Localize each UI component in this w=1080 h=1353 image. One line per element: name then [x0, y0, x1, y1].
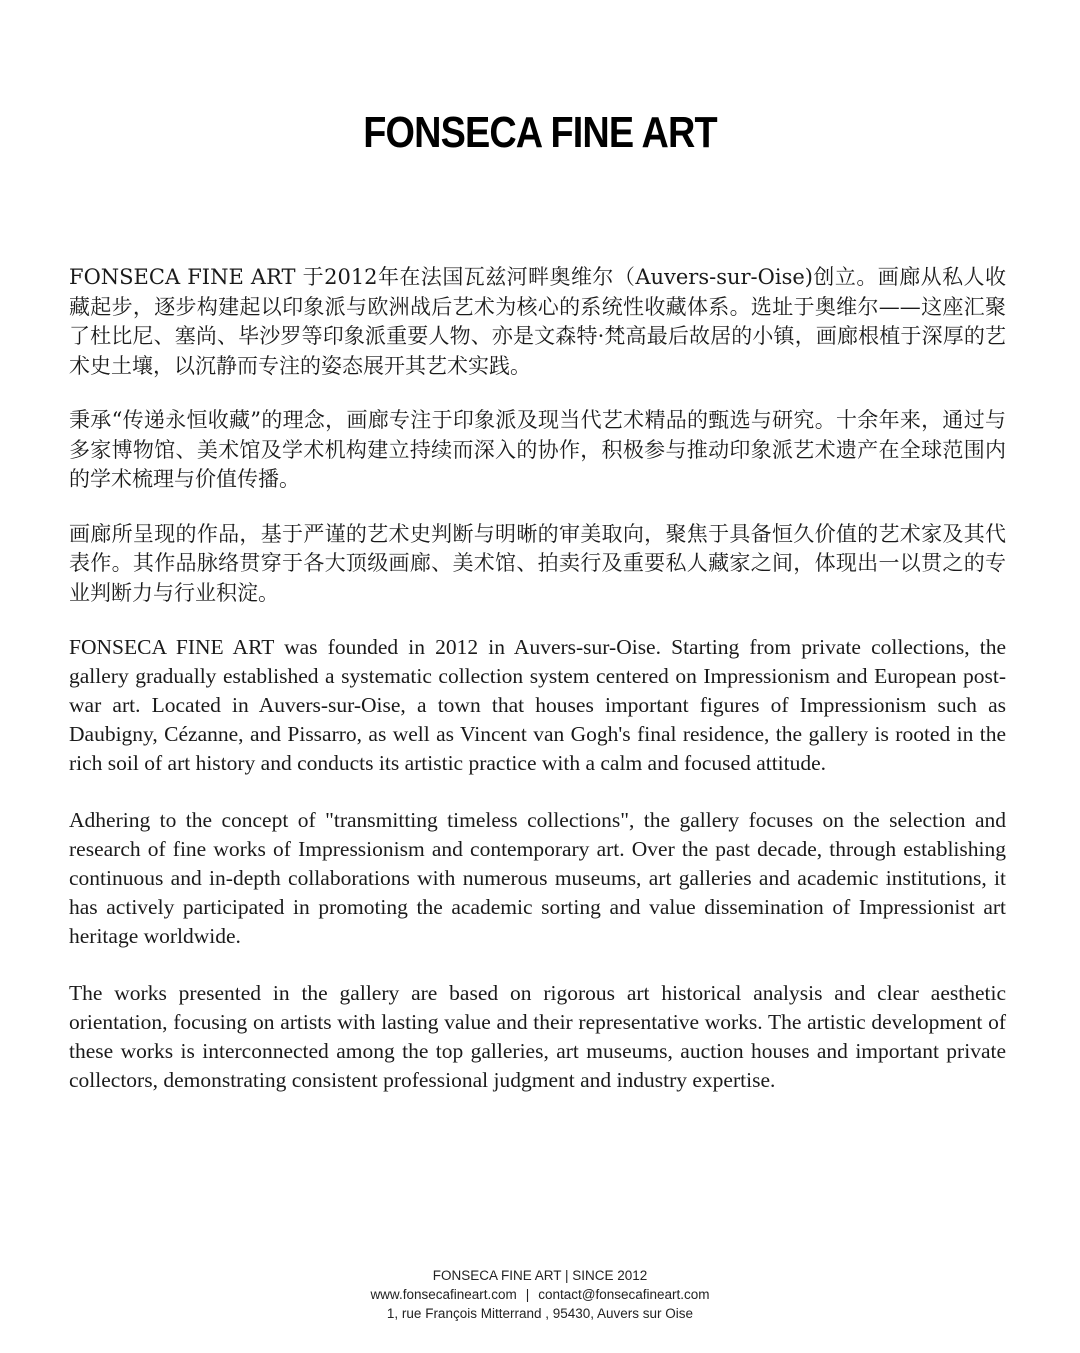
page-footer [0, 1266, 1080, 1323]
paragraph-en-intro: FONSECA FINE ART was founded in 2012 in Auvers-sur-Oise. Starting from private collections, the gallery gradually established a systematic collection system centered on Impressionism and European post-war art. Located in Auvers-sur-Oise, a town that houses important figures of Impressionism such as Daubigny, Cézanne, and Pissarro, as well as Vincent van Gogh's final residence, the gallery is rooted in the rich soil of art history and conducts its artistic practice with a calm and focused attitude. [69, 635, 1006, 775]
paragraph-zh-intro: FONSECA FINE ART 于2012年在法国瓦兹河畔奥维尔（Auvers-sur-Oise)创立。画廊从私人收藏起步，逐步构建起以印象派与欧洲战后艺术为核心的系统性收藏体系。选址于奥维尔——这座汇聚了杜比尼、塞尚、毕沙罗等印象派重要人物、亦是文森特·梵高最后故居的小镇，画廊根植于深厚的艺术史土壤，以沉静而专注的姿态展开其艺术实践。 [69, 265, 1006, 378]
paragraph-zh-mission: 秉承“传递永恒收藏”的理念，画廊专注于印象派及现当代艺术精品的甄选与研究。十余年来，通过与多家博物馆、美术馆及学术机构建立持续而深入的协作，积极参与推动印象派艺术遗产在全球范围内的学术梳理与价值传播。 [69, 408, 1006, 491]
paragraph-en-mission: Adhering to the concept of "transmitting timeless collections", the gallery focuses on the selection and research of fine works of Impressionism and contemporary art. Over the past decade, through establishing continuous and in-depth collaborations with numerous museums, art galleries and academic institutions, it has actively participated in promoting the academic sorting and value dissemination of Impressionist art heritage worldwide. [69, 808, 1006, 948]
footer-separator: | [525, 1287, 530, 1302]
paragraph-en-works: The works presented in the gallery are based on rigorous art historical analysis and clear aesthetic orientation, focusing on artists with lasting value and their representative works. The artistic development of these works is interconnected among the top galleries, art museums, auction houses and important private collectors, demonstrating consistent professional judgment and industry expertise. [69, 981, 1006, 1092]
footer-address: 1, rue François Mitterrand , 95430, Auvers sur Oise [386, 1306, 694, 1321]
page-title: FONSECA FINE ART [363, 108, 717, 157]
footer-contact-line [0, 1285, 1080, 1304]
footer-website-link[interactable]: www.fonsecafineart.com [370, 1287, 517, 1302]
footer-email-link[interactable]: contact@fonsecafineart.com [538, 1287, 710, 1302]
footer-tagline: FONSECA FINE ART | SINCE 2012 [432, 1268, 648, 1283]
document-body [69, 263, 1006, 1123]
paragraph-zh-works: 画廊所呈现的作品，基于严谨的艺术史判断与明晰的审美取向，聚焦于具备恒久价值的艺术家及其代表作。其作品脉络贯穿于各大顶级画廊、美术馆、拍卖行及重要私人藏家之间，体现出一以贯之的专业判断力与行业积淀。 [69, 521, 1006, 605]
